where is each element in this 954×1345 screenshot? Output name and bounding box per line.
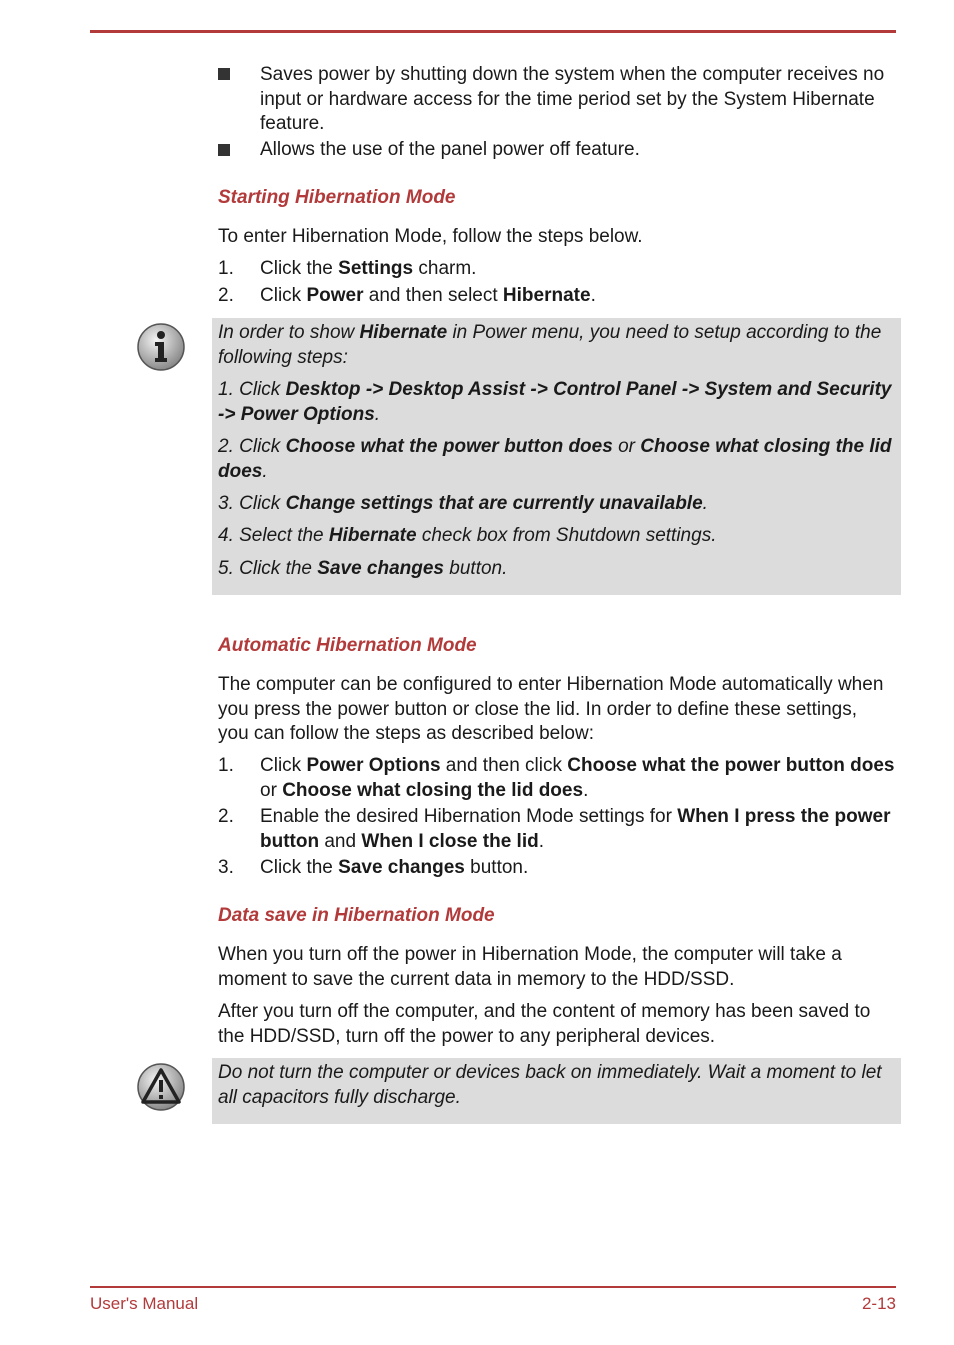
bullet-marker <box>218 144 230 156</box>
step-text: Click the Settings charm. <box>260 258 477 279</box>
step-number: 3. <box>218 857 234 878</box>
step-number: 1. <box>218 755 234 776</box>
section-heading: Automatic Hibernation Mode <box>218 635 477 656</box>
page-number: 2-13 <box>861 1294 896 1313</box>
bullet-marker <box>218 68 230 80</box>
warning-icon <box>136 1062 186 1112</box>
step-number: 2. <box>218 806 234 827</box>
step-number: 1. <box>218 258 234 279</box>
step-text: Enable the desired Hibernation Mode settings for When I press the power button and When I close the lid. <box>260 806 891 852</box>
step-number: 2. <box>218 285 234 306</box>
paragraph: When you turn off the power in Hibernation Mode, the computer will take a moment to save the current data in memory to the HDD/SSD. <box>218 944 842 990</box>
section-heading: Starting Hibernation Mode <box>218 187 456 208</box>
footer-title: User's Manual <box>90 1294 199 1313</box>
note-line: In order to show Hibernate in Power menu, you need to setup according to the following steps: <box>218 322 882 368</box>
note-line: 1. Click Desktop -> Desktop Assist -> Control Panel -> System and Security -> Power Options. <box>218 379 892 425</box>
section-heading: Data save in Hibernation Mode <box>218 905 495 926</box>
paragraph: After you turn off the computer, and the content of memory has been saved to the HDD/SSD, turn off the power to any peripheral devices. <box>218 1001 871 1047</box>
paragraph: The computer can be configured to enter Hibernation Mode automatically when you press the power button or close the lid. In order to define these settings, you can follow the steps as described below: <box>218 674 884 744</box>
bullet-item: Allows the use of the panel power off feature. <box>260 139 640 160</box>
footer-rule <box>90 1286 896 1288</box>
info-icon <box>136 322 186 372</box>
step-text: Click Power Options and then click Choose what the power button does or Choose what closing the lid does. <box>260 755 895 801</box>
note-line: 3. Click Change settings that are currently unavailable. <box>218 493 708 514</box>
caution-text: Do not turn the computer or devices back on immediately. Wait a moment to let all capacitors fully discharge. <box>218 1062 882 1108</box>
bullet-item: Saves power by shutting down the system when the computer receives no input or hardware access for the time period set by the System Hibernate feature. <box>260 64 885 134</box>
note-line: 5. Click the Save changes button. <box>218 558 508 579</box>
paragraph: To enter Hibernation Mode, follow the steps below. <box>218 226 643 247</box>
note-line: 2. Click Choose what the power button does or Choose what closing the lid does. <box>218 436 892 482</box>
step-text: Click the Save changes button. <box>260 857 529 878</box>
header-rule <box>90 30 896 33</box>
step-text: Click Power and then select Hibernate. <box>260 285 596 306</box>
note-line: 4. Select the Hibernate check box from Shutdown settings. <box>218 525 717 546</box>
